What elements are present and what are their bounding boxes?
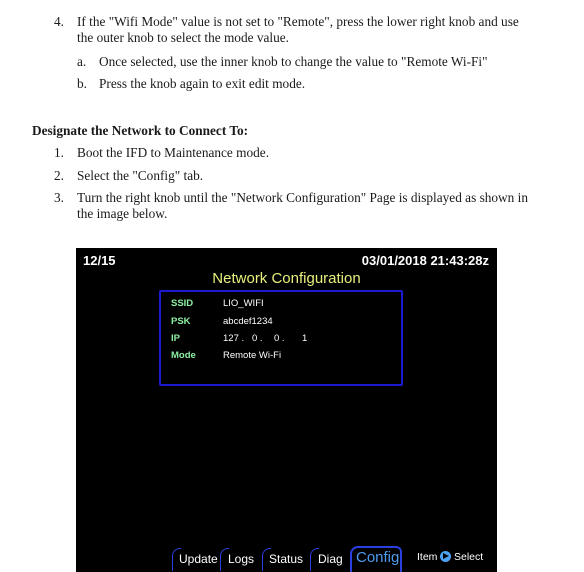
step-1-number: 1. xyxy=(54,145,64,160)
tab-config[interactable] xyxy=(350,546,402,572)
screen-title: Network Configuration xyxy=(212,270,361,287)
tab-logs-label: Logs xyxy=(228,552,255,566)
substep-a-letter: a. xyxy=(77,54,87,69)
ip-segment-2[interactable]: 0 . xyxy=(252,333,263,344)
tab-update-label: Update xyxy=(179,552,218,566)
step-1-text: Boot the IFD to Maintenance mode. xyxy=(77,145,270,160)
ssid-value[interactable]: LIO_WIFI xyxy=(223,298,264,309)
tab-diag[interactable] xyxy=(310,546,348,572)
substep-b-letter: b. xyxy=(77,76,87,91)
step-4-number: 4. xyxy=(54,14,64,29)
softkey-item-label: Item xyxy=(417,551,438,563)
ip-segment-4[interactable]: 1 xyxy=(302,333,308,344)
ip-segment-1[interactable]: 127 . xyxy=(223,333,245,344)
step-2-number: 2. xyxy=(54,168,64,183)
mode-value[interactable]: Remote Wi-Fi xyxy=(223,350,282,361)
tab-logs[interactable] xyxy=(220,546,262,572)
psk-label: PSK xyxy=(171,316,191,327)
tab-status-label: Status xyxy=(269,552,304,566)
tab-update[interactable] xyxy=(172,546,218,572)
step-2-text: Select the "Config" tab. xyxy=(77,168,204,183)
step-3-number: 3. xyxy=(54,190,64,205)
substep-b-text: Press the knob again to exit edit mode. xyxy=(99,76,306,91)
step-4-text-line2: the outer knob to select the mode value. xyxy=(77,30,289,45)
tab-status[interactable] xyxy=(262,546,308,572)
tab-diag-label: Diag xyxy=(318,552,343,566)
mode-label: Mode xyxy=(171,350,196,361)
psk-value[interactable]: abcdef1234 xyxy=(223,316,273,327)
ip-segment-3[interactable]: 0 . xyxy=(274,333,285,344)
tab-config-label: Config xyxy=(356,549,400,566)
step-3-text-line2: the image below. xyxy=(77,206,168,221)
network-config-panel xyxy=(159,290,403,386)
page-indicator: 12/15 xyxy=(83,253,116,268)
ip-label: IP xyxy=(171,333,180,344)
datetime-display: 03/01/2018 21:43:28z xyxy=(361,253,489,268)
step-3-text-line1: Turn the right knob until the "Network Configuration" Page is displayed as shown in xyxy=(77,190,528,205)
knob-select-icon xyxy=(440,551,451,562)
section-heading: Designate the Network to Connect To: xyxy=(32,123,249,138)
ssid-label: SSID xyxy=(171,298,194,309)
step-4-text-line1: If the "Wifi Mode" value is not set to "Remote", press the lower right knob and use xyxy=(77,14,519,29)
softkey-select-label[interactable]: Select xyxy=(454,551,484,563)
substep-a-text: Once selected, use the inner knob to change the value to "Remote Wi-Fi" xyxy=(99,54,488,69)
network-configuration-screen xyxy=(76,248,497,572)
